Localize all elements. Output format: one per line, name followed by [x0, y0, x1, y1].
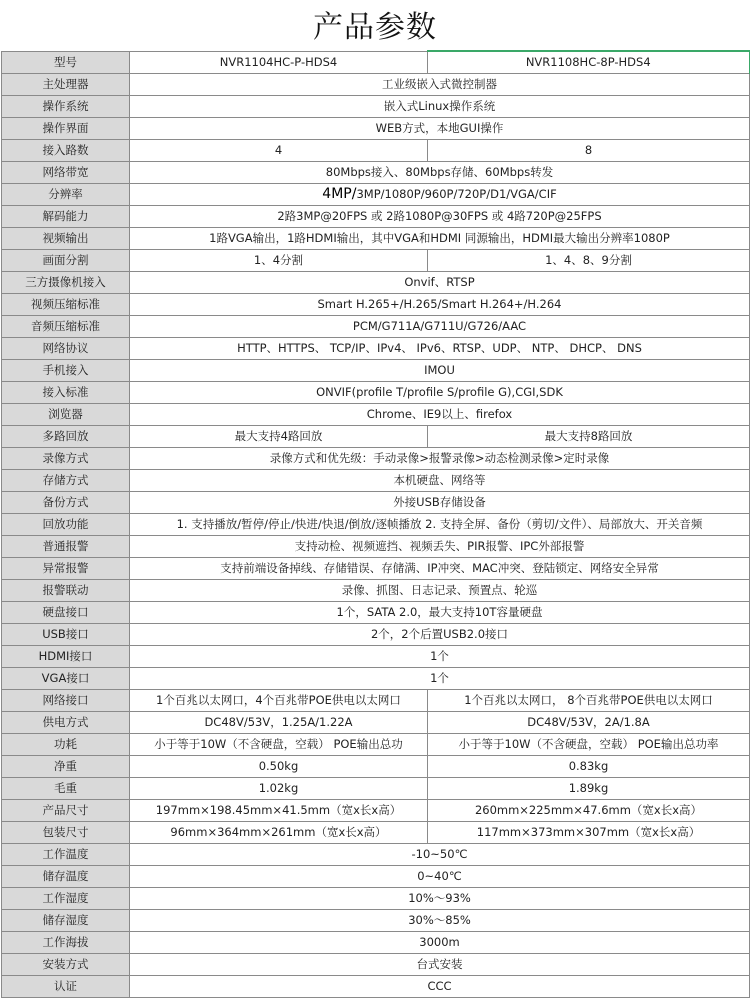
spec-label: 音频压缩标准 — [2, 316, 130, 338]
table-row — [2, 316, 750, 338]
spec-label: 网络带宽 — [2, 162, 130, 184]
spec-value-model-2: 260mm×225mm×47.6mm（宽x长x高） — [428, 800, 750, 822]
spec-value: 0~40℃ — [130, 866, 750, 888]
spec-label: 录像方式 — [2, 448, 130, 470]
spec-value: 3000m — [130, 932, 750, 954]
spec-value: Smart H.265+/H.265/Smart H.264+/H.264 — [130, 294, 750, 316]
spec-value-model-1: 1个百兆以太网口，4个百兆带POE供电以太网口 — [130, 690, 428, 712]
spec-label: 包装尺寸 — [2, 822, 130, 844]
spec-value-text: 3MP/1080P/960P/720P/D1/VGA/CIF — [356, 187, 557, 201]
spec-value: 1. 支持播放/暂停/停止/快进/快退/倒放/逐帧播放 2. 支持全屏、备份（剪切/文件）、局部放大、开关音频 — [130, 514, 750, 536]
table-row — [2, 514, 750, 536]
spec-value — [130, 184, 750, 206]
spec-label: USB接口 — [2, 624, 130, 646]
spec-label: 备份方式 — [2, 492, 130, 514]
spec-label: 回放功能 — [2, 514, 130, 536]
spec-value-model-2: DC48V/53V，2A/1.8A — [428, 712, 750, 734]
table-row — [2, 932, 750, 954]
table-row — [2, 844, 750, 866]
table-row — [2, 558, 750, 580]
spec-value: 支持前端设备掉线、存储错误、存储满、IP冲突、MAC冲突、登陆锁定、网络安全异常 — [130, 558, 750, 580]
spec-label: 工作温度 — [2, 844, 130, 866]
spec-value: 2路3MP@20FPS 或 2路1080P@30FPS 或 4路720P@25FPS — [130, 206, 750, 228]
table-row — [2, 910, 750, 932]
spec-label: 接入路数 — [2, 140, 130, 162]
spec-label: 产品尺寸 — [2, 800, 130, 822]
spec-value-model-2: 0.83kg — [428, 756, 750, 778]
spec-label: 视频压缩标准 — [2, 294, 130, 316]
table-row — [2, 954, 750, 976]
spec-value: 录像方式和优先级：手动录像>报警录像>动态检测录像>定时录像 — [130, 448, 750, 470]
spec-value: WEB方式，本地GUI操作 — [130, 118, 750, 140]
spec-label: 异常报警 — [2, 558, 130, 580]
table-row — [2, 184, 750, 206]
table-row — [2, 74, 750, 96]
spec-value-model-2: 1、4、8、9分割 — [428, 250, 750, 272]
spec-value: 30%～85% — [130, 910, 750, 932]
spec-value: 1路VGA输出，1路HDMI输出，其中VGA和HDMI 同源输出，HDMI最大输出分辨率1080P — [130, 228, 750, 250]
table-row — [2, 294, 750, 316]
model-2: NVR1108HC-8P-HDS4 — [428, 51, 750, 74]
spec-label: 净重 — [2, 756, 130, 778]
table-row — [2, 96, 750, 118]
spec-label: 三方摄像机接入 — [2, 272, 130, 294]
spec-label: 解码能力 — [2, 206, 130, 228]
table-row — [2, 690, 750, 712]
table-row — [2, 866, 750, 888]
spec-value: 支持动检、视频遮挡、视频丢失、PIR报警、IPC外部报警 — [130, 536, 750, 558]
spec-value-prefix: 4MP/ — [322, 186, 357, 202]
spec-value-model-1: DC48V/53V，1.25A/1.22A — [130, 712, 428, 734]
spec-label: 工作湿度 — [2, 888, 130, 910]
table-row — [2, 470, 750, 492]
table-row — [2, 206, 750, 228]
spec-label: 毛重 — [2, 778, 130, 800]
spec-value: ONVIF(profile T/profile S/profile G),CGI,SDK — [130, 382, 750, 404]
spec-label: 操作系统 — [2, 96, 130, 118]
spec-value: HTTP、HTTPS、 TCP/IP、IPv4、 IPv6、RTSP、UDP、 NTP、 DHCP、 DNS — [130, 338, 750, 360]
spec-label: 操作界面 — [2, 118, 130, 140]
spec-label: 主处理器 — [2, 74, 130, 96]
spec-value: 本机硬盘、网络等 — [130, 470, 750, 492]
spec-label: VGA接口 — [2, 668, 130, 690]
spec-label: 网络接口 — [2, 690, 130, 712]
spec-label: HDMI接口 — [2, 646, 130, 668]
spec-label: 网络协议 — [2, 338, 130, 360]
table-row — [2, 800, 750, 822]
spec-label: 视频输出 — [2, 228, 130, 250]
spec-label: 供电方式 — [2, 712, 130, 734]
spec-table — [1, 50, 750, 998]
table-row — [2, 382, 750, 404]
model-label: 型号 — [2, 51, 130, 74]
spec-value-model-2: 1个百兆以太网口， 8个百兆带POE供电以太网口 — [428, 690, 750, 712]
spec-label: 浏览器 — [2, 404, 130, 426]
spec-value: Onvif、RTSP — [130, 272, 750, 294]
table-row — [2, 448, 750, 470]
spec-value: 工业级嵌入式微控制器 — [130, 74, 750, 96]
spec-value-model-1: 1.02kg — [130, 778, 428, 800]
spec-value: 外接USB存储设备 — [130, 492, 750, 514]
spec-label: 分辨率 — [2, 184, 130, 206]
spec-value: 录像、抓图、日志记录、预置点、轮巡 — [130, 580, 750, 602]
table-row — [2, 140, 750, 162]
model-1: NVR1104HC-P-HDS4 — [130, 51, 428, 74]
spec-value: IMOU — [130, 360, 750, 382]
table-row — [2, 712, 750, 734]
spec-value: 80Mbps接入、80Mbps存储、60Mbps转发 — [130, 162, 750, 184]
spec-value-model-1: 0.50kg — [130, 756, 428, 778]
table-row — [2, 778, 750, 800]
spec-value-model-2: 1.89kg — [428, 778, 750, 800]
spec-label: 储存湿度 — [2, 910, 130, 932]
table-row — [2, 602, 750, 624]
spec-value-model-2: 8 — [428, 140, 750, 162]
spec-label: 存储方式 — [2, 470, 130, 492]
spec-value: 10%～93% — [130, 888, 750, 910]
spec-value-model-1: 1、4分割 — [130, 250, 428, 272]
spec-label: 认证 — [2, 976, 130, 998]
spec-label: 画面分割 — [2, 250, 130, 272]
table-row — [2, 360, 750, 382]
spec-value-model-2: 117mm×373mm×307mm（宽x长x高） — [428, 822, 750, 844]
spec-label: 接入标准 — [2, 382, 130, 404]
spec-label: 手机接入 — [2, 360, 130, 382]
spec-value-model-1: 197mm×198.45mm×41.5mm（宽x长x高） — [130, 800, 428, 822]
spec-value-model-1: 4 — [130, 140, 428, 162]
table-row — [2, 624, 750, 646]
spec-value: 2个，2个后置USB2.0接口 — [130, 624, 750, 646]
table-row — [2, 162, 750, 184]
spec-label: 硬盘接口 — [2, 602, 130, 624]
table-header-row — [2, 51, 750, 74]
table-row — [2, 272, 750, 294]
table-row — [2, 756, 750, 778]
spec-value: 台式安装 — [130, 954, 750, 976]
spec-value: CCC — [130, 976, 750, 998]
spec-value: PCM/G711A/G711U/G726/AAC — [130, 316, 750, 338]
table-row — [2, 580, 750, 602]
table-row — [2, 536, 750, 558]
table-row — [2, 888, 750, 910]
spec-value: Chrome、IE9以上、firefox — [130, 404, 750, 426]
spec-label: 功耗 — [2, 734, 130, 756]
spec-label: 安装方式 — [2, 954, 130, 976]
spec-label: 普通报警 — [2, 536, 130, 558]
spec-value-model-1: 小于等于10W（不含硬盘，空载） POE输出总功 — [130, 734, 428, 756]
table-row — [2, 118, 750, 140]
table-row — [2, 822, 750, 844]
spec-value: 1个 — [130, 668, 750, 690]
table-row — [2, 426, 750, 448]
spec-value: 1个 — [130, 646, 750, 668]
spec-value-model-1: 最大支持4路回放 — [130, 426, 428, 448]
spec-value-model-2: 最大支持8路回放 — [428, 426, 750, 448]
spec-value: 嵌入式Linux操作系统 — [130, 96, 750, 118]
spec-value: -10~50℃ — [130, 844, 750, 866]
table-row — [2, 492, 750, 514]
table-row — [2, 338, 750, 360]
spec-value-model-1: 96mm×364mm×261mm（宽x长x高） — [130, 822, 428, 844]
spec-label: 多路回放 — [2, 426, 130, 448]
table-row — [2, 976, 750, 998]
table-row — [2, 668, 750, 690]
table-row — [2, 734, 750, 756]
spec-value: 1个，SATA 2.0，最大支持10T容量硬盘 — [130, 602, 750, 624]
spec-label: 工作海拔 — [2, 932, 130, 954]
page-title: 产品参数 — [313, 10, 437, 45]
table-row — [2, 646, 750, 668]
table-row — [2, 228, 750, 250]
spec-label: 报警联动 — [2, 580, 130, 602]
spec-value-model-2: 小于等于10W（不含硬盘，空载） POE输出总功率 — [428, 734, 750, 756]
table-row — [2, 250, 750, 272]
table-row — [2, 404, 750, 426]
spec-label: 储存温度 — [2, 866, 130, 888]
